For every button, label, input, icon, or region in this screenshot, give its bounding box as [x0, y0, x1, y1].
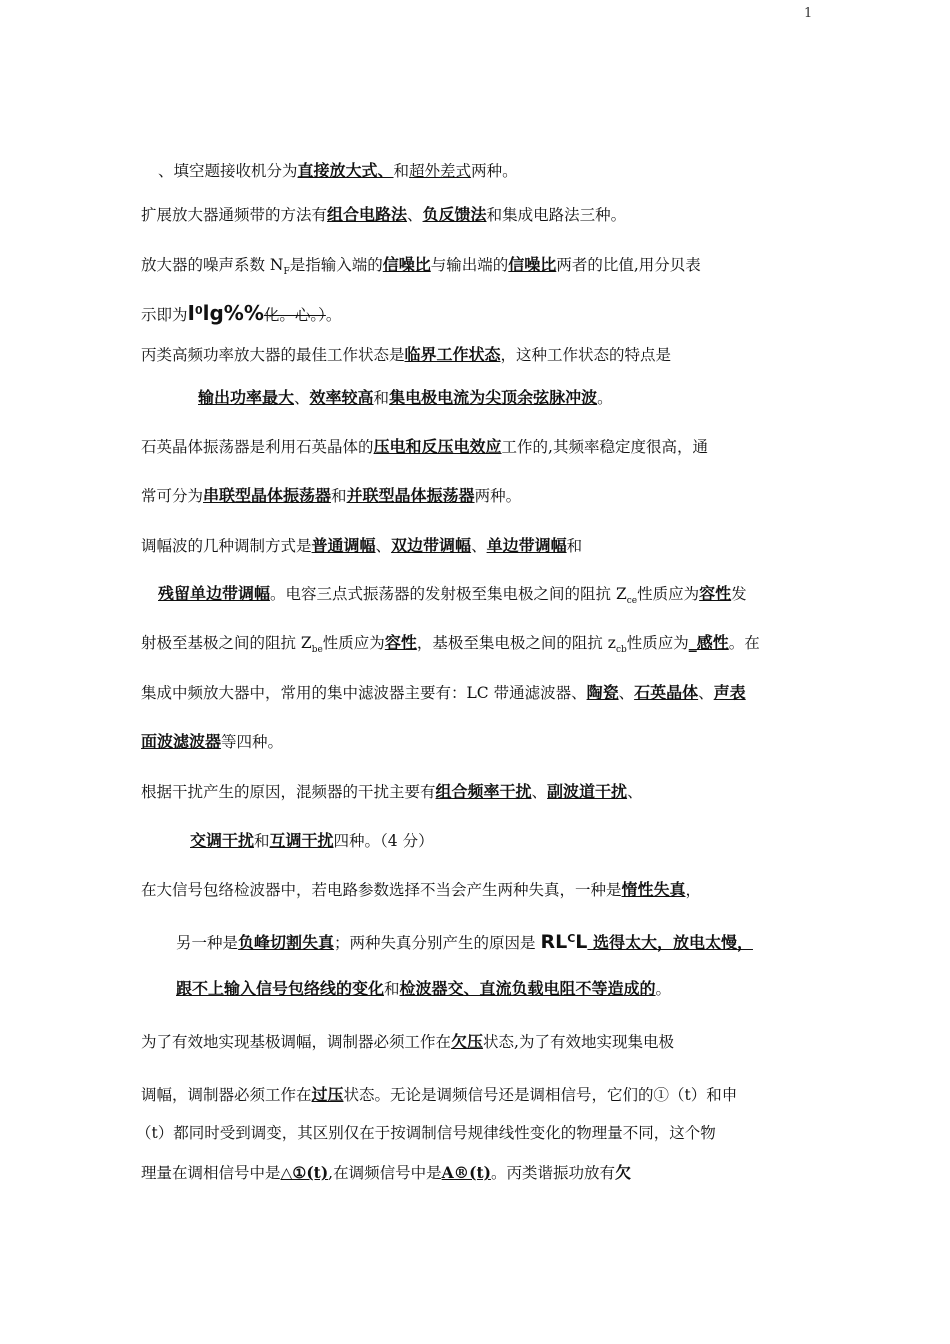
- line-14: 根据干扰产生的原因，混频器的干扰主要有组合频率干扰、副波道干扰、: [141, 782, 643, 801]
- answer: 集电极电流为尖顶余弦脉冲波: [389, 388, 598, 407]
- answer: 直接放大式、: [297, 161, 394, 180]
- line-1: 、填空题接收机分为直接放大式、和超外差式两种。: [158, 161, 518, 180]
- line-21: （t）都同时受到调变，其区别仅在于按调制信号规律线性变化的物理量不同，这个物: [136, 1124, 716, 1142]
- answer: 组合频率干扰: [435, 782, 532, 801]
- line-4: 示即为$I^0\lg\%\%$化。心。）。: [141, 301, 342, 326]
- formula: RL: [540, 931, 568, 954]
- line-9: 调幅波的几种调制方式是普通调幅、双边带调幅、单边带调幅和: [141, 536, 583, 555]
- line-2: 扩展放大器通频带的方法有组合电路法、负反馈法和集成电路法三种。: [141, 205, 627, 224]
- line-19: 为了有效地实现基极调幅，调制器必须工作在欠压状态,为了有效地实现集电极: [141, 1032, 674, 1051]
- answer: 容性: [699, 584, 732, 603]
- line-5: 丙类高频功率放大器的最佳工作状态是临界工作状态，这种工作状态的特点是: [141, 345, 672, 364]
- formula-struck: 化。心。）: [263, 306, 326, 325]
- line-20: 调幅，调制器必须工作在过压状态。无论是调频信号还是调相信号，它们的①（t）和申: [141, 1085, 738, 1104]
- answer: 压电和反压电效应: [373, 437, 502, 456]
- answer: 互调干扰: [269, 831, 334, 850]
- answer: 惰性失真: [621, 880, 686, 899]
- answer: 输出功率最大: [198, 388, 295, 407]
- line-18: 跟不上输入信号包络线的变化和检波器交、直流负载电阻不等造成的。: [176, 979, 672, 998]
- answer: 声表: [713, 683, 746, 702]
- answer: 欠压: [451, 1032, 484, 1051]
- answer: 陶瓷: [586, 683, 619, 702]
- answer: 面波滤波器: [141, 732, 222, 751]
- answer: 串联型晶体振荡器: [203, 486, 332, 505]
- answer: 组合电路法: [327, 205, 408, 224]
- line-7: 石英晶体振荡器是利用石英晶体的压电和反压电效应工作的,其频率稳定度很高，通: [141, 437, 708, 456]
- formula: L: [575, 931, 588, 954]
- line-16: 在大信号包络检波器中，若电路参数选择不当会产生两种失真，一种是惰性失真，: [141, 880, 702, 899]
- answer: 负反馈法: [422, 205, 487, 224]
- answer: 超外差式: [409, 162, 472, 180]
- answer: 单边带调幅: [486, 536, 567, 555]
- page-number: 1: [804, 6, 813, 21]
- answer: 容性: [384, 633, 417, 652]
- line-17: 另一种是负峰切割失真；两种失真分别产生的原因是 $RL^CL$ 选得太大，放电太慢，: [176, 931, 753, 954]
- answer: 普通调幅: [311, 536, 376, 555]
- answer: 负峰切割失真: [238, 933, 335, 953]
- answer: A®(t): [441, 1163, 491, 1182]
- line-6: 输出功率最大、效率较高和集电极电流为尖顶余弦脉冲波。: [198, 388, 613, 407]
- answer: 检波器交、直流负载电阻不等造成的: [399, 979, 656, 998]
- answer: 残留单边带调幅: [158, 584, 271, 603]
- answer: △①(t): [280, 1163, 329, 1182]
- answer: 信噪比: [382, 255, 431, 274]
- answer: 并联型晶体振荡器: [346, 486, 475, 505]
- line-3: 放大器的噪声系数 $N_F$是指输入端的信噪比与输出端的信噪比两者的比值,用分贝表: [141, 255, 701, 278]
- line-15: 交调干扰和互调干扰四种。（4 分）: [190, 831, 434, 850]
- answer: 过压: [311, 1085, 344, 1104]
- formula: I: [187, 301, 195, 326]
- answer: _感性: [688, 633, 729, 652]
- answer: 副波道干扰: [547, 782, 628, 801]
- answer: 临界工作状态: [404, 345, 501, 364]
- answer: 石英晶体: [634, 683, 699, 702]
- answer: 交调干扰: [190, 831, 255, 850]
- answer: 选得太大，放电太慢，: [587, 933, 753, 953]
- answer: 信噪比: [508, 255, 557, 274]
- line-12: 集成中频放大器中，常用的集中滤波器主要有：LC 带通滤波器、陶瓷、石英晶体、声表: [141, 683, 746, 702]
- formula: lg%%: [202, 301, 264, 326]
- answer: 跟不上输入信号包络线的变化: [176, 979, 385, 998]
- line-11: 射极至基极之间的阻抗 $Z_{be}$性质应为容性，基极至集电极之间的阻抗 $z_{cb}$性质应为_感性。在: [141, 633, 760, 656]
- answer: 欠: [614, 1163, 631, 1182]
- line-13: 面波滤波器等四种。: [141, 732, 284, 751]
- line-8: 常可分为串联型晶体振荡器和并联型晶体振荡器两种。: [141, 486, 522, 505]
- line-22: 理量在调相信号中是△①(t),在调频信号中是A®(t)。丙类谐振功放有欠: [141, 1163, 631, 1182]
- line-10: 残留单边带调幅。电容三点式振荡器的发射极至集电极之间的阻抗 $Z_{ce}$性质应为容性发: [158, 584, 747, 607]
- answer: 效率较高: [309, 388, 374, 407]
- answer: 双边带调幅: [391, 536, 472, 555]
